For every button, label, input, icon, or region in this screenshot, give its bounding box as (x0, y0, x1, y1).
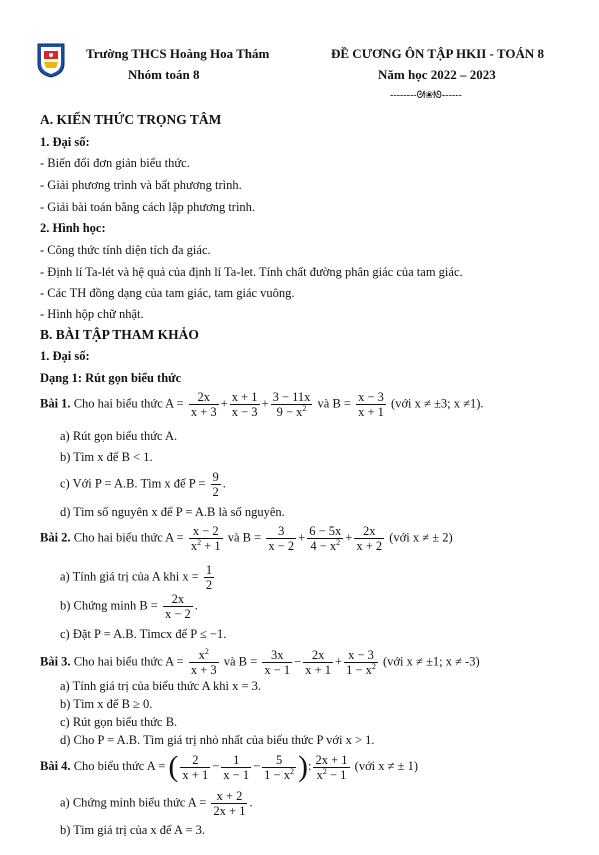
sub-question: c) Đặt P = A.B. Tìmcx để P ≤ −1. (60, 627, 227, 641)
list-item: - Giải phương trình và bất phương trình. (40, 178, 242, 192)
fraction: $\frac{x^2}{x + 3}$ (190, 647, 217, 677)
statement-text: và B = (223, 654, 258, 669)
fraction: $\frac{x + 1}{x - 3}$ (231, 390, 258, 419)
sub-question: b) Tìm x để B < 1. (60, 450, 153, 464)
statement-text: và B = (317, 396, 351, 411)
school-logo-icon (36, 42, 66, 78)
statement-text: Cho biểu thức A = (73, 758, 166, 773)
fraction: $\frac{2}{x + 1}$ (182, 752, 209, 782)
exercise-1-statement: Bài 1. Cho hai biểu thức A = $\frac{2x}{x + 3}$ + $\frac{x + 1}{x - 3}$ + $\frac{3 - 11x}{9 - x^2}$ và B = $\frac{x - 3}{x + 1}$ (với x ≠ ±3; x ≠1). (40, 390, 484, 419)
sub-question: b) Tìm giá trị của x để A = 3. (60, 823, 205, 837)
fraction: $\frac{5}{1 - x^2}$ (264, 752, 294, 782)
statement-text: Cho hai biểu thức A = (73, 396, 184, 411)
type-1-heading: Dạng 1: Rút gọn biểu thức (40, 371, 182, 385)
sub-question: a) Tính giá trị của A khi x = $\frac{1}{2}$ (60, 563, 213, 592)
condition-text: (với x ≠ ±3; x ≠1). (391, 396, 484, 411)
fraction: $\frac{2x + 1}{x^2 - 1}$ (315, 752, 348, 782)
school-name: Trường THCS Hoàng Hoa Thám (86, 46, 270, 61)
sub-question: b) Tìm x để B ≥ 0. (60, 697, 153, 711)
exercise-label: Bài 1. (40, 396, 71, 411)
section-b-heading: B. BÀI TẬP THAM KHẢO (40, 327, 199, 342)
document-title: ĐỀ CƯƠNG ÔN TẬP HKII - TOÁN 8 (331, 46, 544, 61)
fraction: $\frac{3}{x - 2}$ (268, 524, 295, 553)
exercise-label: Bài 2. (40, 530, 71, 545)
exercise-4-statement: Bài 4. Cho biểu thức A = ( $\frac{2}{x + 1}$ − $\frac{1}{x - 1}$ − $\frac{5}{1 - x^2}$ ): $\frac{2x + 1}{x^2 - 1}$ (với x ≠ ± 1) (40, 750, 419, 783)
section-b-algebra-heading: 1. Đại số: (40, 349, 90, 363)
exercise-3-statement: Bài 3. Cho hai biểu thức A = $\frac{x^2}{x + 3}$ và B = $\frac{3x}{x - 1}$ − $\frac{2x}{x + 1}$ + $\frac{x - 3}{1 - x^2}$ (với x ≠ ±1; x ≠ -3) (40, 647, 480, 677)
exercise-2-statement: Bài 2. Cho hai biểu thức A = $\frac{x - 2}{x^2 + 1}$ và B = $\frac{3}{x - 2}$ + $\frac{6 - 5x}{4 - x^2}$ + $\frac{2x}{x + 2}$ (với x ≠ ± 2) (40, 524, 453, 553)
exercise-label: Bài 4. (40, 758, 71, 773)
sub-question: a) Tính giá trị của biểu thức A khi x = 3. (60, 679, 262, 693)
fraction: $\frac{2x}{x + 1}$ (305, 648, 331, 677)
right-parenthesis: ) (297, 750, 308, 783)
school-year: Năm học 2022 – 2023 (378, 67, 496, 82)
list-item: - Biến đổi đơn giản biểu thức. (40, 156, 190, 170)
condition-text: (với x ≠ ± 2) (389, 530, 453, 545)
statement-text: Cho hai biểu thức A = (73, 654, 184, 669)
fraction: $\frac{1}{x - 1}$ (223, 752, 250, 782)
section-a-heading: A. KIẾN THỨC TRỌNG TÂM (40, 112, 222, 127)
fraction: $\frac{2x}{x + 2}$ (356, 524, 383, 553)
sub-question: c) Với P = A.B. Tìm x để P = $\frac{9}{2}$ . (60, 470, 226, 499)
list-item: - Các TH đồng dạng của tam giác, tam giác vuông. (40, 286, 295, 300)
fraction: $\frac{6 - 5x}{4 - x^2}$ (309, 524, 342, 553)
section-a-algebra-heading: 1. Đại số: (40, 135, 90, 149)
statement-text: và B = (227, 530, 262, 545)
list-item: - Công thức tính diện tích đa giác. (40, 243, 211, 257)
left-parenthesis: ( (168, 750, 179, 783)
fraction: $\frac{x + 2}{2x + 1}$ (213, 789, 246, 818)
fraction: $\frac{9}{2}$ (212, 470, 219, 499)
section-a-geometry-heading: 2. Hình học: (40, 221, 106, 235)
fraction: $\frac{3 - 11x}{9 - x^2}$ (272, 390, 311, 419)
sub-question: a) Rút gọn biểu thức A. (60, 429, 178, 443)
fraction: $\frac{2x}{x + 3}$ (190, 390, 217, 419)
list-item: - Giải bài toán bằng cách lập phương trình. (40, 200, 256, 214)
exercise-label: Bài 3. (40, 654, 71, 669)
group-name: Nhóm toán 8 (128, 67, 200, 82)
sub-question: d) Tìm số nguyên x để P = A.B là số nguyên. (60, 505, 285, 519)
list-item: - Hình hộp chữ nhật. (40, 307, 144, 321)
sub-question: c) Rút gọn biểu thức B. (60, 715, 178, 729)
statement-text: Cho hai biểu thức A = (73, 530, 184, 545)
sub-question: b) Chứng minh B = $\frac{2x}{x - 2}$ . (60, 592, 198, 621)
fraction: $\frac{1}{2}$ (205, 563, 213, 592)
condition-text: (với x ≠ ± 1) (354, 758, 419, 773)
list-item: - Định lí Ta-lét và hệ quả của định lí Ta-let. Tính chất đường phân giác của tam giác. (40, 265, 463, 279)
fraction: $\frac{x - 3}{1 - x^2}$ (346, 648, 376, 677)
sub-question: a) Chứng minh biểu thức A = $\frac{x + 2}{2x + 1}$ . (60, 789, 253, 818)
sub-question: d) Cho P = A.B. Tìm giá trị nhỏ nhất của biểu thức P với x > 1. (60, 733, 375, 747)
fraction: $\frac{2x}{x - 2}$ (164, 592, 191, 621)
fraction: $\frac{3x}{x - 1}$ (264, 648, 291, 677)
header-ornament: --------ᘛ❀ᘚ------ (390, 90, 462, 101)
fraction: $\frac{x - 2}{x^2 + 1}$ (190, 524, 221, 553)
condition-text: (với x ≠ ±1; x ≠ -3) (383, 654, 480, 669)
fraction: $\frac{x - 3}{x + 1}$ (358, 390, 384, 419)
